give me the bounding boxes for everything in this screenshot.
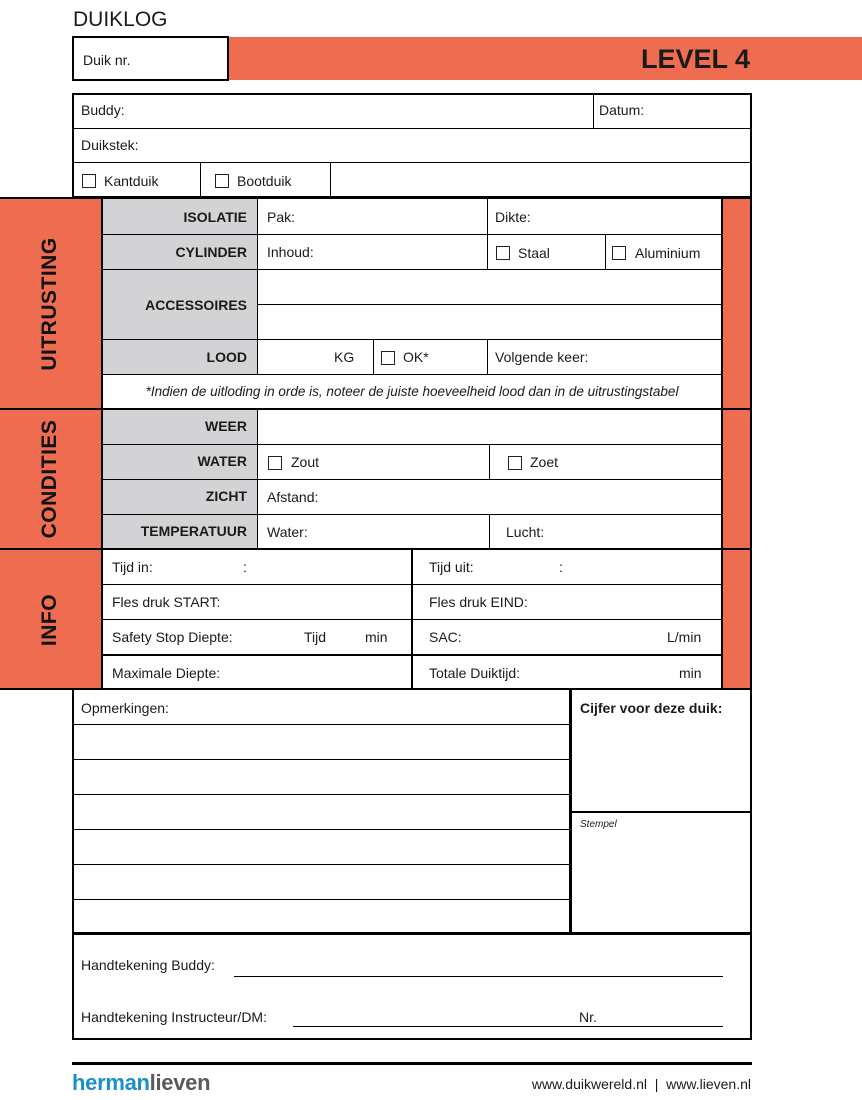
- boat-dive-checkbox[interactable]: [215, 174, 229, 188]
- websites-link[interactable]: www.duikwereld.nl | www.lieven.nl: [531, 1076, 751, 1092]
- water-temp-field[interactable]: Water:: [267, 524, 308, 540]
- buddy-signature-field[interactable]: [234, 950, 723, 976]
- buddy-field[interactable]: Buddy:: [81, 102, 125, 118]
- kg-unit: KG: [334, 349, 355, 365]
- volume-field[interactable]: Inhoud:: [267, 244, 314, 260]
- weight-label: LOOD: [206, 349, 247, 365]
- time-out-colon: :: [559, 559, 563, 575]
- water-label: WATER: [197, 453, 247, 469]
- divider: [487, 198, 488, 270]
- divider: [373, 339, 374, 374]
- divider: [101, 374, 723, 375]
- brand-part-2: lieven: [149, 1070, 211, 1095]
- salt-label: Zout: [291, 454, 320, 470]
- grade-field[interactable]: [573, 722, 749, 808]
- fresh-label: Zoet: [530, 454, 559, 470]
- aluminium-checkbox[interactable]: [612, 246, 626, 260]
- dive-number-field[interactable]: [72, 36, 229, 81]
- stamp-label: Stempel: [580, 819, 617, 830]
- divider: [234, 976, 723, 977]
- divider: [411, 549, 413, 689]
- time-out-field[interactable]: Tijd uit:: [429, 559, 474, 575]
- divider: [489, 444, 490, 480]
- time-in-colon: :: [243, 559, 247, 575]
- safety-stop-time-label: Tijd: [304, 629, 327, 645]
- visibility-label: ZICHT: [205, 488, 247, 504]
- level-label: LEVEL 4: [641, 44, 751, 74]
- dive-site-field[interactable]: Duikstek:: [81, 137, 139, 153]
- divider: [593, 93, 594, 129]
- divider: [489, 514, 490, 549]
- weight-ok-label: OK*: [403, 349, 429, 365]
- steel-label: Staal: [518, 245, 550, 261]
- right-band: [723, 198, 750, 689]
- divider: [72, 128, 752, 129]
- divider: [750, 197, 752, 690]
- divider: [605, 234, 606, 270]
- divider: [487, 339, 488, 374]
- buddy-signature-label: Handtekening Buddy:: [81, 957, 215, 973]
- instructor-signature-label: Handtekening Instructeur/DM:: [81, 1009, 267, 1025]
- weight-field[interactable]: [258, 340, 372, 374]
- brand-logo[interactable]: [72, 1070, 210, 1096]
- salt-checkbox[interactable]: [268, 456, 282, 470]
- safety-stop-field[interactable]: Safety Stop Diepte:: [112, 629, 233, 645]
- suit-field[interactable]: Pak:: [267, 209, 296, 225]
- accessories-label: ACCESSOIRES: [145, 297, 247, 313]
- cylinder-label: CYLINDER: [175, 244, 247, 260]
- divider: [570, 811, 752, 813]
- date-field[interactable]: Datum:: [599, 102, 645, 118]
- accessories-field-1[interactable]: [258, 270, 722, 304]
- steel-checkbox[interactable]: [496, 246, 510, 260]
- conditions-section-title: CONDITIES: [38, 419, 61, 539]
- aluminium-label: Aluminium: [635, 245, 701, 261]
- info-section-title: INFO: [38, 593, 61, 647]
- shore-dive-label: Kantduik: [104, 173, 159, 189]
- divider: [293, 1026, 723, 1027]
- sac-field[interactable]: SAC:: [429, 629, 462, 645]
- instructor-signature-field[interactable]: [293, 1000, 573, 1026]
- boat-dive-label: Bootduik: [237, 173, 292, 189]
- air-temp-field[interactable]: Lucht:: [506, 524, 545, 540]
- page-title: DUIKLOG: [73, 8, 168, 31]
- thickness-field[interactable]: Dikte:: [495, 209, 531, 225]
- weight-note: *Indien de uitloding in orde is, noteer de juiste hoeveelheid lood dan in de uitrustingstabel: [145, 384, 679, 399]
- accessories-field-2[interactable]: [258, 305, 722, 339]
- total-time-unit: min: [679, 665, 702, 681]
- divider: [72, 162, 752, 163]
- divider: [101, 234, 723, 235]
- weather-field[interactable]: [258, 410, 722, 444]
- remarks-label: Opmerkingen:: [81, 700, 169, 716]
- equipment-section-title: UITRUSTING: [38, 237, 61, 371]
- remarks-field[interactable]: [74, 725, 568, 932]
- total-time-field[interactable]: Totale Duiktijd:: [429, 665, 521, 681]
- brand-part-1: herman: [72, 1070, 150, 1095]
- divider: [200, 162, 201, 198]
- dive-number-label: Duik nr.: [83, 52, 131, 68]
- grade-label: Cijfer voor deze duik:: [580, 700, 723, 716]
- divider: [101, 514, 723, 515]
- footer-rule: [72, 1062, 752, 1065]
- divider: [101, 339, 723, 340]
- pressure-end-field[interactable]: Fles druk EIND:: [429, 594, 528, 610]
- insulation-label: ISOLATIE: [183, 209, 247, 225]
- shore-dive-checkbox[interactable]: [82, 174, 96, 188]
- weather-label: WEER: [205, 418, 247, 434]
- distance-field[interactable]: Afstand:: [267, 489, 319, 505]
- divider: [101, 479, 723, 480]
- fresh-checkbox[interactable]: [508, 456, 522, 470]
- general-box: [72, 93, 752, 198]
- sac-unit: L/min: [667, 629, 702, 645]
- instructor-number-label: Nr.: [579, 1009, 597, 1025]
- temperature-label: TEMPERATUUR: [140, 523, 247, 539]
- instructor-number-field[interactable]: [600, 1000, 723, 1026]
- header-band: [228, 37, 862, 80]
- max-depth-field[interactable]: Maximale Diepte:: [112, 665, 221, 681]
- next-time-field[interactable]: Volgende keer:: [495, 349, 589, 365]
- weight-ok-checkbox[interactable]: [381, 351, 395, 365]
- pressure-start-field[interactable]: Fles druk START:: [112, 594, 221, 610]
- stamp-area: [573, 834, 749, 931]
- divider: [330, 162, 331, 198]
- divider: [101, 444, 723, 445]
- safety-stop-min-unit: min: [365, 629, 388, 645]
- time-in-field[interactable]: Tijd in:: [112, 559, 153, 575]
